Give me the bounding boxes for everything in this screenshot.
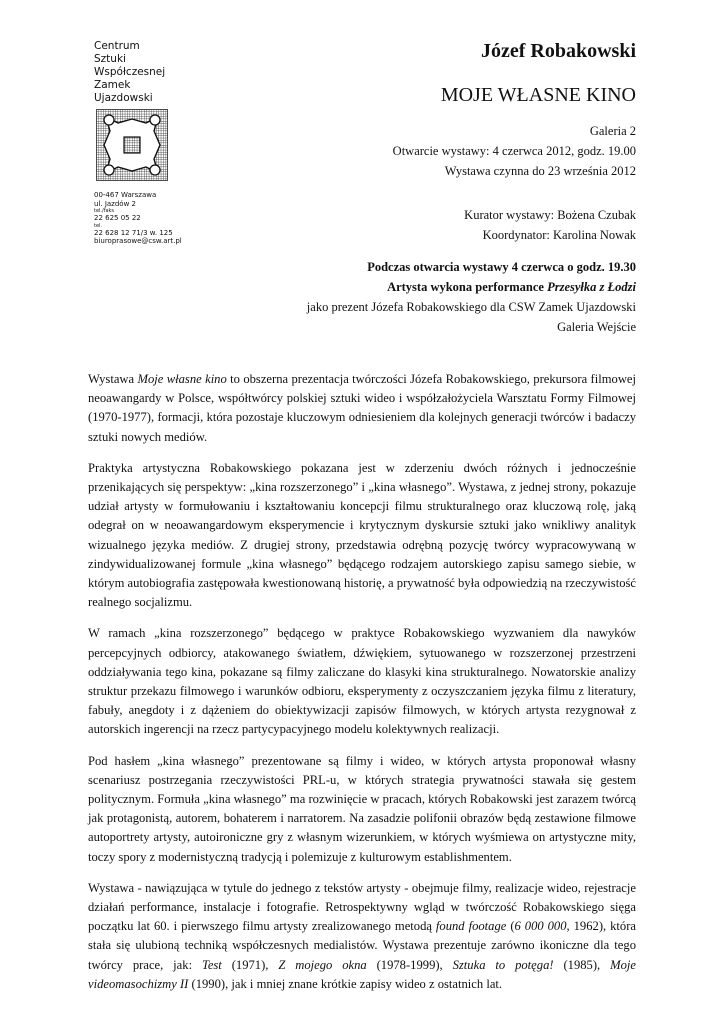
text-run: ( bbox=[506, 919, 515, 934]
italic-title-run: Moje własne kino bbox=[137, 372, 227, 386]
performance-line-2 bbox=[307, 277, 636, 297]
paragraph bbox=[88, 624, 636, 739]
paragraph bbox=[88, 879, 636, 994]
logo-line: Centrum bbox=[94, 40, 140, 52]
text-run: (1985), bbox=[553, 957, 611, 972]
performance-info bbox=[307, 257, 636, 337]
italic-title-run: Sztuka to potęga! bbox=[452, 957, 554, 972]
opening-date: Otwarcie wystawy: 4 czerwca 2012, godz. 19.00 bbox=[392, 144, 636, 158]
logo-line: Sztuki bbox=[94, 53, 126, 65]
italic-title-run: Moje videomasochizmy II bbox=[88, 957, 636, 991]
paragraph bbox=[88, 752, 636, 867]
tel-fax-number: 22 625 05 22 bbox=[94, 214, 141, 223]
staff-info bbox=[464, 205, 636, 245]
performance-line-1: Podczas otwarcia wystawy 4 czerwca o godz. 19.30 bbox=[367, 260, 636, 274]
italic-title-run: Z mojego okna bbox=[278, 957, 367, 972]
tel-fax-label: tel./faks bbox=[94, 208, 115, 215]
logo-line: Ujazdowski bbox=[94, 92, 153, 104]
text-run: W ramach „kina rozszerzonego” będącego w praktyce Robakowskiego wyzwaniem dla nawyków percepcyjnych odbiorcy, atakowanego światłem, dźwiękiem, sytuowanego w rozszerzonej przestrzeni oddziaływania tego kina, pokazane są filmy zaliczane do klasyki kina strukturalnego. Nowatorskie analizy struktur przekazu filmowego i warunków odbioru, eksperymenty z oczyszczaniem języka filmu z literatury, fabuły, anegdoty i z dążeniem do obiektywizacji zapisów filmowych, w których artysta rezygnował z autorskich ingerencji na rzecz partycypacyjnego modelu kolektywnych realizacji. bbox=[88, 626, 636, 737]
performance-venue: Galeria Wejście bbox=[557, 320, 636, 334]
text-run: , 1962), która stała się ulubioną techniką współczesnych medialistów. Wystawa prezentuje zarówno ikoniczne dla tego twórcy prace, jak: bbox=[88, 919, 636, 972]
text-run: Praktyka artystyczna Robakowskiego pokazana jest w zderzeniu dwóch różnych i jednocześnie przenikających się perspektyw: „kina rozszerzonego” i „kina własnego”. Wystawa, z jednej strony, pokazuje udział artysty w formułowaniu i kształtowaniu koncepcji filmu strukturalnego oraz kluczową rolę, jaką odegrał on w neoawangardowym eksperymencie i krytycznym dyskursie sztuki jako wnikliwy analityk wizualnego języka mediów. Z drugiej strony, przedstawia odrębną pozycję twórcy wypracowywaną w zindywidualizowanej formule „kina własnego” będącego rodzajem autorskiego zapisu samego siebie, w którym autobiografia zastępowała kwestionowaną historię, a prywatność była odpowiedzią na rzeczywistość realnego socjalizmu. bbox=[88, 460, 636, 610]
open-until: Wystawa czynna do 23 września 2012 bbox=[444, 164, 636, 178]
logo-line: Współczesnej bbox=[94, 66, 166, 78]
performance-title: Przesyłka z Łodzi bbox=[547, 280, 636, 294]
logo-line: Zamek bbox=[94, 79, 131, 91]
text-run: to obszerna prezentacja twórczości Józefa Robakowskiego, prekursora filmowej neoawangardy w Polsce, współtwórcy polskiej sztuki wideo i współzałożyciela Warsztatu Formy Filmowej (1970-1977), formacji, która pozostaje kluczowym odniesieniem dla kolejnych generacji twórców i badaczy sztuki nowych mediów. bbox=[88, 372, 637, 444]
venue: Galeria 2 bbox=[589, 124, 636, 138]
text-run: Wystawa - nawiązująca w tytule do jednego z tekstów artysty - obejmuje filmy, realizacje wideo, rejestracje działań performance, instalacje i fotografie. Retrospektywny wgląd w twórczość Robakowskiego sięga początku lat 60. i pierwszego filmu artysty zrealizowanego metodą bbox=[88, 880, 636, 934]
tel-number: 22 628 12 71/3 w. 125 bbox=[94, 228, 173, 237]
paragraph bbox=[88, 370, 636, 447]
address-street: ul. Jazdów 2 bbox=[94, 199, 136, 208]
institution-logo-block bbox=[94, 40, 204, 246]
curator: Kurator wystawy: Bożena Czubak bbox=[464, 208, 636, 222]
press-email: biuroprasowe@csw.art.pl bbox=[94, 237, 182, 246]
paragraph bbox=[88, 459, 636, 613]
exhibition-title: MOJE WŁASNE KINO bbox=[440, 84, 636, 106]
logo-address bbox=[94, 191, 204, 246]
performance-prefix: Artysta wykona performance bbox=[387, 280, 548, 294]
text-run: (1978-1999), bbox=[366, 957, 453, 972]
tel-label: tel. bbox=[94, 222, 103, 229]
text-run: Pod hasłem „kina własnego” prezentowane są filmy i wideo, w których artysta proponował własny scenariusz postrzegania rzeczywistości PRL-u, w których strategia prywatności stawała się gestem politycznym. Formuła „kina własnego” ma rozwinięcie w pracach, których Robakowski jest zarazem twórcą jak protagonistą, autorem, bohaterem i narratorem. Na zasadzie polifonii obrazów będą zestawione filmowe autoportrety artysty, autoironiczne gry z własnym wizerunkiem, w których wyśmiewa on artystyczne mity, toczy spory z modernistyczną tradycją i polemizuje z kulturowym establishmentem. bbox=[88, 753, 636, 864]
castle-logo-icon bbox=[96, 109, 168, 181]
text-run: (1990), jak i mniej znane krótkie zapisy wideo z ostatnich lat. bbox=[188, 976, 503, 991]
address-postal: 00-467 Warszawa bbox=[94, 191, 157, 199]
press-release-body bbox=[88, 370, 636, 1006]
performance-line-3: jako prezent Józefa Robakowskiego dla CSW Zamek Ujazdowski bbox=[306, 300, 636, 314]
italic-title-run: found footage bbox=[435, 919, 507, 934]
text-run: (1971), bbox=[221, 957, 279, 972]
italic-title-run: Test bbox=[201, 957, 222, 972]
coordinator: Koordynator: Karolina Nowak bbox=[482, 228, 636, 242]
artist-name: Józef Robakowski bbox=[480, 40, 636, 62]
italic-title-run: 6 000 000 bbox=[514, 919, 567, 934]
exhibition-info bbox=[393, 121, 636, 181]
text-run: Wystawa bbox=[88, 372, 138, 386]
